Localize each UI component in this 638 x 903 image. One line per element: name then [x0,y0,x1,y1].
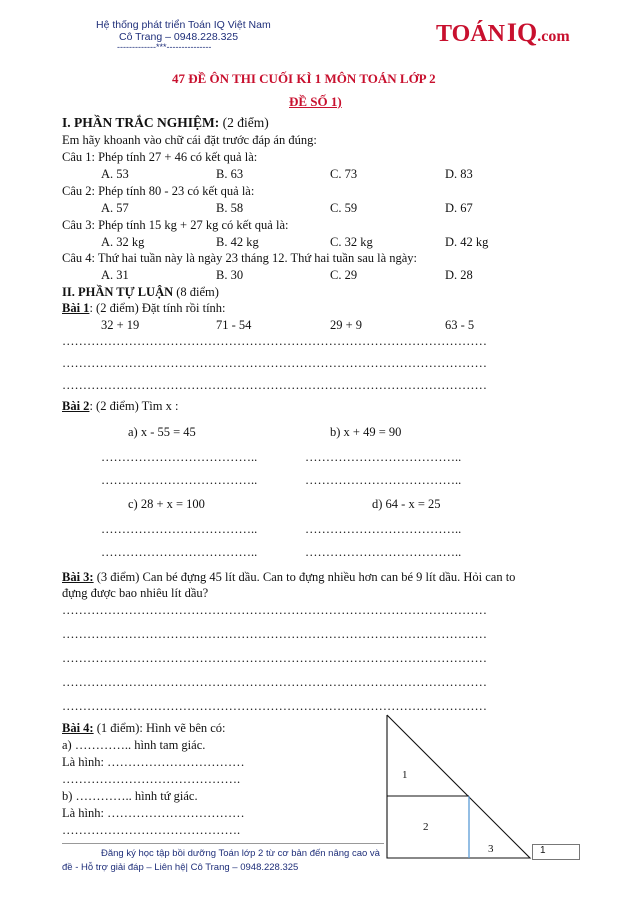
bai4-a: a) ………….. hình tam giác. [62,738,206,752]
region-label-3: 3 [488,843,494,855]
page-title: 47 ĐỀ ÔN THI CUỐI KÌ 1 MÔN TOÁN LỚP 2 [172,71,436,86]
logo-com: .com [537,28,570,45]
q3-option-b: B. 42 kg [216,235,259,249]
answer-line-short: ……………………………….. [305,450,462,464]
bai2-heading [62,399,178,414]
answer-line-short: ……………………………….. [101,522,258,536]
footer-line2: đề - Hỗ trợ giải đáp – Liên hệ| Cô Trang – 0948.228.325 [62,862,299,873]
bai3-line2: đựng được bao nhiêu lít dầu? [62,586,209,600]
answer-line: ………………………………………………………………………………………… [62,334,487,348]
region-label-1: 1 [402,769,408,781]
q4-option-a: A. 31 [101,268,129,282]
bai1-op-3: 29 + 9 [330,318,363,332]
bai3-label: Bài 3: [62,570,94,584]
footer-line1: Đăng ký học tập bồi dưỡng Toán lớp 2 từ cơ bản đến nâng cao và [101,848,380,859]
answer-line: ………………………………………………………………………………………… [62,627,487,641]
answer-line-short: ……………………………….. [305,473,462,487]
bai2-label: Bài 2 [62,399,90,413]
bai4-dots1: ……………………………………. [62,772,241,786]
bai2-a: a) x - 55 = 45 [128,425,196,439]
bai1-label: Bài 1 [62,301,90,315]
header-divider: -------------***--------------- [117,42,212,52]
bai2-text: : (2 điểm) Tìm x : [89,399,179,413]
q3-option-c: C. 32 kg [330,235,373,249]
part1-heading [62,115,269,130]
answer-line: ………………………………………………………………………………………… [62,651,487,665]
bai4-la1: Là hình: …………………………… [62,755,245,769]
q4-option-b: B. 30 [216,268,244,282]
bai2-b: b) x + 49 = 90 [330,425,402,439]
header-org: Hệ thống phát triển Toán IQ Việt Nam [96,19,271,31]
bai2-d: d) 64 - x = 25 [372,497,441,511]
q4-option-d: D. 28 [445,268,473,282]
part2-heading-rest: (8 điểm) [173,285,219,299]
bai1-op-1: 32 + 19 [101,318,140,332]
question-4: Câu 4: Thứ hai tuần này là ngày 23 tháng 12. Thứ hai tuần sau là ngày: [62,251,418,265]
q2-option-b: B. 58 [216,201,244,215]
q4-option-c: C. 29 [330,268,358,282]
bai3-line1 [62,570,515,585]
question-3: Câu 3: Phép tính 15 kg + 27 kg có kết quả là: [62,218,289,232]
q3-option-a: A. 32 kg [101,235,145,249]
bai4-text: (1 điểm): Hình vẽ bên có: [93,721,226,735]
q2-option-d: D. 67 [445,201,473,215]
bai4-label: Bài 4: [62,721,94,735]
bai1-text: : (2 điểm) Đặt tính rồi tính: [89,301,226,315]
bai4-la2: Là hình: …………………………… [62,806,245,820]
bai4-b: b) ………….. hình tứ giác. [62,789,198,803]
bai1-op-2: 71 - 54 [216,318,252,332]
bai1-heading [62,301,226,316]
q3-option-d: D. 42 kg [445,235,489,249]
part2-heading [62,285,219,300]
part1-heading-rest: (2 điểm) [219,115,269,130]
answer-line: ………………………………………………………………………………………… [62,675,487,689]
bai4-heading [62,721,226,736]
question-1: Câu 1: Phép tính 27 + 46 có kết quả là: [62,150,258,164]
bai2-c: c) 28 + x = 100 [128,497,205,511]
bai4-dots2: ……………………………………. [62,823,241,837]
triangle-outline [387,715,530,858]
page-subtitle: ĐỀ SỐ 1) [289,94,342,109]
answer-line: ………………………………………………………………………………………… [62,378,487,392]
answer-line: ………………………………………………………………………………………… [62,356,487,370]
logo-toan: TOÁN [436,21,505,47]
q1-option-a: A. 53 [101,167,129,181]
answer-line-short: ……………………………….. [305,522,462,536]
page-number: 1 [540,845,546,856]
part1-instruction: Em hãy khoanh vào chữ cái đặt trước đáp án đúng: [62,133,317,147]
answer-line-short: ……………………………….. [101,473,258,487]
logo-iq: IQ [506,18,538,47]
logo [436,18,570,48]
q1-option-d: D. 83 [445,167,473,181]
q1-option-b: B. 63 [216,167,244,181]
triangle-figure [380,712,540,862]
q2-option-a: A. 57 [101,201,129,215]
answer-line-short: ……………………………….. [101,450,258,464]
part1-heading-bold: I. PHẦN TRẮC NGHIỆM: [62,115,220,130]
answer-line: ………………………………………………………………………………………… [62,699,487,713]
answer-line: ………………………………………………………………………………………… [62,603,487,617]
answer-line-short: ……………………………….. [305,545,462,559]
answer-line-short: ……………………………….. [101,545,258,559]
q1-option-c: C. 73 [330,167,358,181]
question-2: Câu 2: Phép tính 80 - 23 có kết quả là: [62,184,255,198]
bai3-text1: (3 điểm) Can bé đựng 45 lít dầu. Can to đựng nhiều hơn can bé 9 lít dầu. Hỏi can to [93,570,516,584]
footer-rule [62,843,384,844]
q2-option-c: C. 59 [330,201,358,215]
bai1-op-4: 63 - 5 [445,318,475,332]
header-contact: Cô Trang – 0948.228.325 [119,31,239,43]
region-label-2: 2 [423,821,429,833]
part2-heading-bold: II. PHẦN TỰ LUẬN [62,285,174,299]
